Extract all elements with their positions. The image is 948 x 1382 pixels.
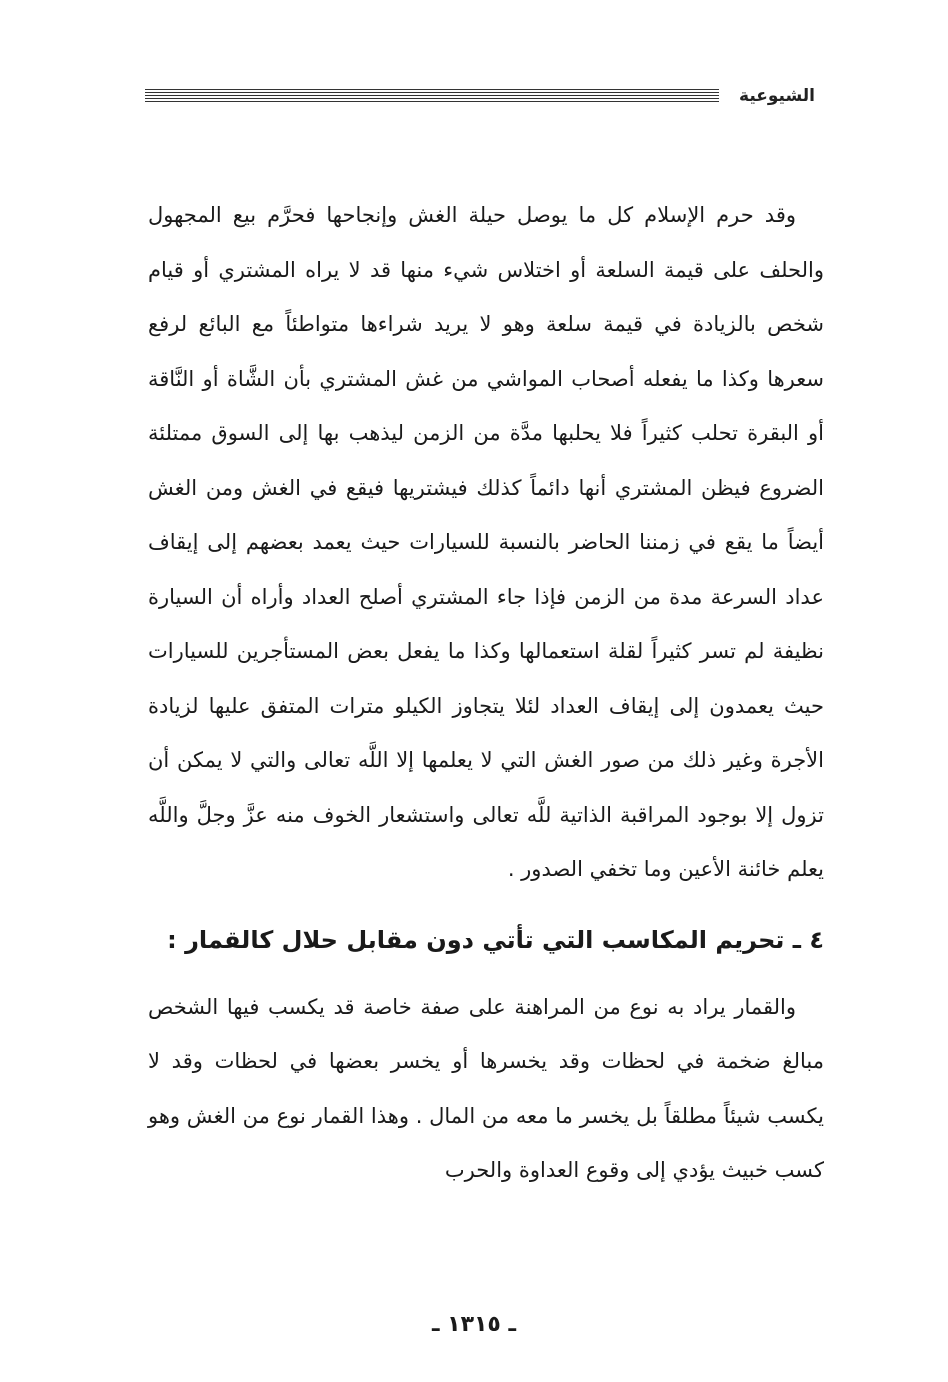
section-heading-gambling: ٤ ـ تحريم المكاسب التي تأتي دون مقابل حلال كالقمار : — [167, 925, 824, 954]
paragraph-gambling: والقمار يراد به نوع من المراهنة على صفة خاصة قد يكسب فيها الشخص مبالغ ضخمة في لحظات وقد يخسرها أو يخسر بعضها في لحظات وقد لا يكسب شيئاً مطلقاً بل يخسر ما معه من المال . وهذا القمار نوع من الغش وهو كسب خبيث يؤدي إلى وقوع العداوة والحرب — [148, 994, 824, 1182]
page-number: ـ ١٣١٥ ـ — [431, 1312, 517, 1337]
running-header — [145, 82, 823, 110]
paragraph-fraud: وقد حرم الإسلام كل ما يوصل حيلة الغش وإنجاحها فحرَّم بيع المجهول والحلف على قيمة السلعة أو اختلاس شيء منها قد لا يراه المشتري أو قيام شخص بالزيادة في قيمة سلعة وهو لا يريد شراءها متواطئاً مع البائع لرفع سعرها وكذا ما يفعله أصحاب المواشي من غش المشتري بأن الشَّاة أو النَّاقة أو البقرة تحلب كثيراً فلا يحلبها مدَّة من الزمن ليذهب بها إلى السوق ممتلئة الضروع فيظن المشتري أنها دائماً كذلك فيشتريها فيقع في الغش ومن الغش أيضاً ما يقع في زمننا الحاضر بالنسبة للسيارات حيث يعمد بعضهم إلى إيقاف عداد السرعة مدة من الزمن فإذا جاء المشتري أصلح العداد وأراه أن السيارة نظيفة لم تسر كثيراً لقلة استعمالها وكذا ما يفعل بعض المستأجرين للسيارات حيث يعمدون إلى إيقاف العداد لئلا يتجاوز الكيلو مترات المتفق عليها لزيادة الأجرة وغير ذلك من صور الغش التي لا يعلمها إلا اللَّه تعالى والتي لا يمكن أن تزول إلا بوجود المراقبة الذاتية للَّه تعالى واستشعار الخوف منه عزَّ وجلَّ واللَّه يعلم خائنة الأعين وما تخفي الصدور . — [148, 203, 824, 881]
header-title: الشيوعية — [739, 86, 815, 106]
header-rule-long — [145, 89, 719, 104]
header-rule-short — [145, 89, 177, 104]
page-body — [148, 188, 824, 1198]
